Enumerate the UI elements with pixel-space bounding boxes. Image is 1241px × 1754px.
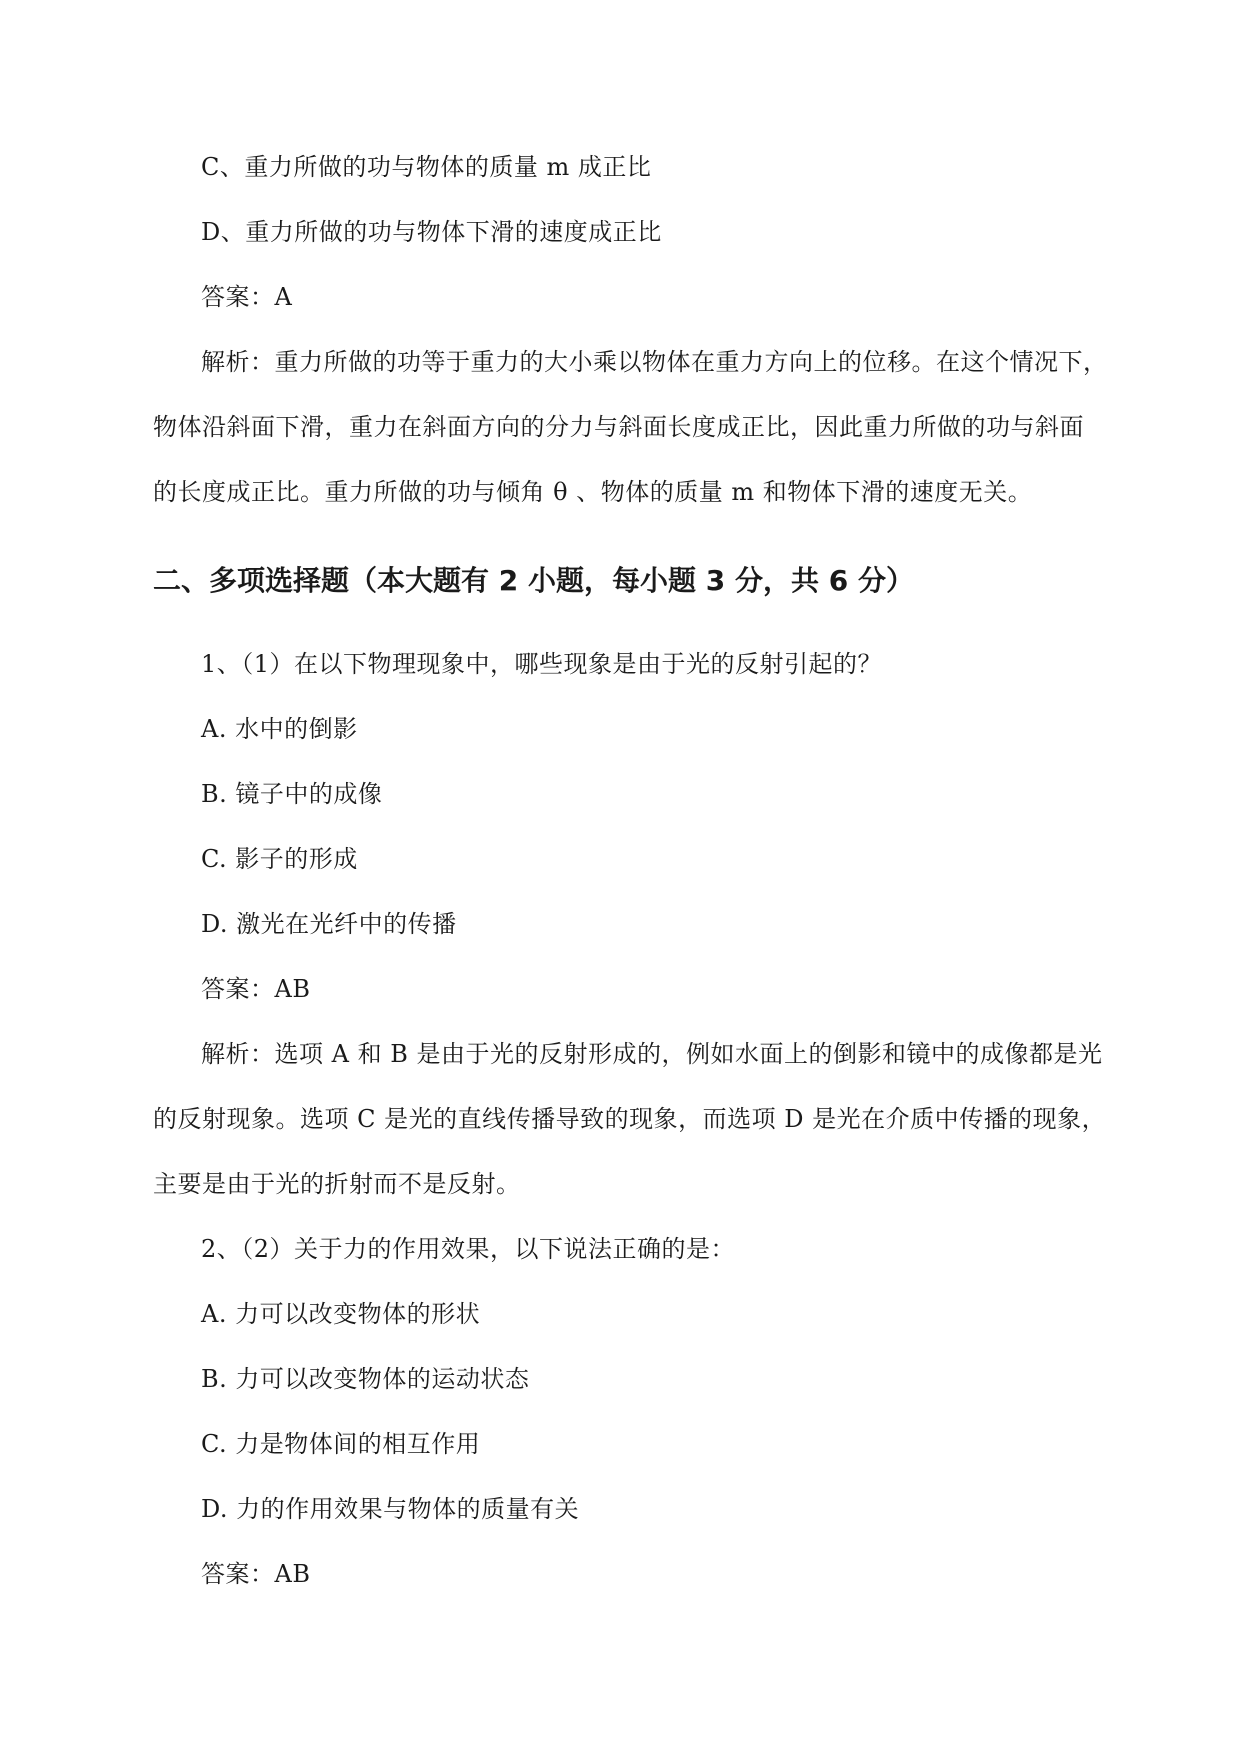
q2-answer: 答案：AB [201, 1560, 311, 1588]
question-2: 2、（2）关于力的作用效果，以下说法正确的是： [201, 1235, 736, 1263]
q1-explanation-line-1: 解析：选项 A 和 B 是由于光的反射形成的，例如水面上的倒影和镜中的成像都是光 [201, 1040, 1103, 1068]
q2-option-c: C. 力是物体间的相互作用 [201, 1430, 481, 1458]
explanation-line-2: 物体沿斜面下滑，重力在斜面方向的分力与斜面长度成正比，因此重力所做的功与斜面 [153, 413, 1084, 441]
explanation-line-3: 的长度成正比。重力所做的功与倾角 θ 、物体的质量 m 和物体下滑的速度无关。 [153, 478, 1033, 506]
q1-explanation-line-3: 主要是由于光的折射而不是反射。 [153, 1170, 521, 1198]
q2-option-d: D. 力的作用效果与物体的质量有关 [201, 1495, 580, 1523]
q1-option-c: C. 影子的形成 [201, 845, 358, 873]
q1-answer: 答案：AB [201, 975, 311, 1003]
option-c: C、重力所做的功与物体的质量 m 成正比 [201, 153, 652, 181]
question-1: 1、（1）在以下物理现象中，哪些现象是由于光的反射引起的？ [201, 650, 883, 678]
explanation-line-1: 解析：重力所做的功等于重力的大小乘以物体在重力方向上的位移。在这个情况下， [201, 348, 1108, 376]
q1-option-d: D. 激光在光纤中的传播 [201, 910, 457, 938]
q1-option-a: A. 水中的倒影 [201, 715, 358, 743]
q1-explanation-line-2: 的反射现象。选项 C 是光的直线传播导致的现象，而选项 D 是光在介质中传播的现象， [153, 1105, 1107, 1133]
section-heading: 二、多项选择题（本大题有 2 小题，每小题 3 分，共 6 分） [153, 564, 914, 597]
option-d: D、重力所做的功与物体下滑的速度成正比 [201, 218, 662, 246]
q2-option-a: A. 力可以改变物体的形状 [201, 1300, 481, 1328]
q1-option-b: B. 镜子中的成像 [201, 780, 383, 808]
q2-option-b: B. 力可以改变物体的运动状态 [201, 1365, 530, 1393]
answer: 答案：A [201, 283, 293, 311]
